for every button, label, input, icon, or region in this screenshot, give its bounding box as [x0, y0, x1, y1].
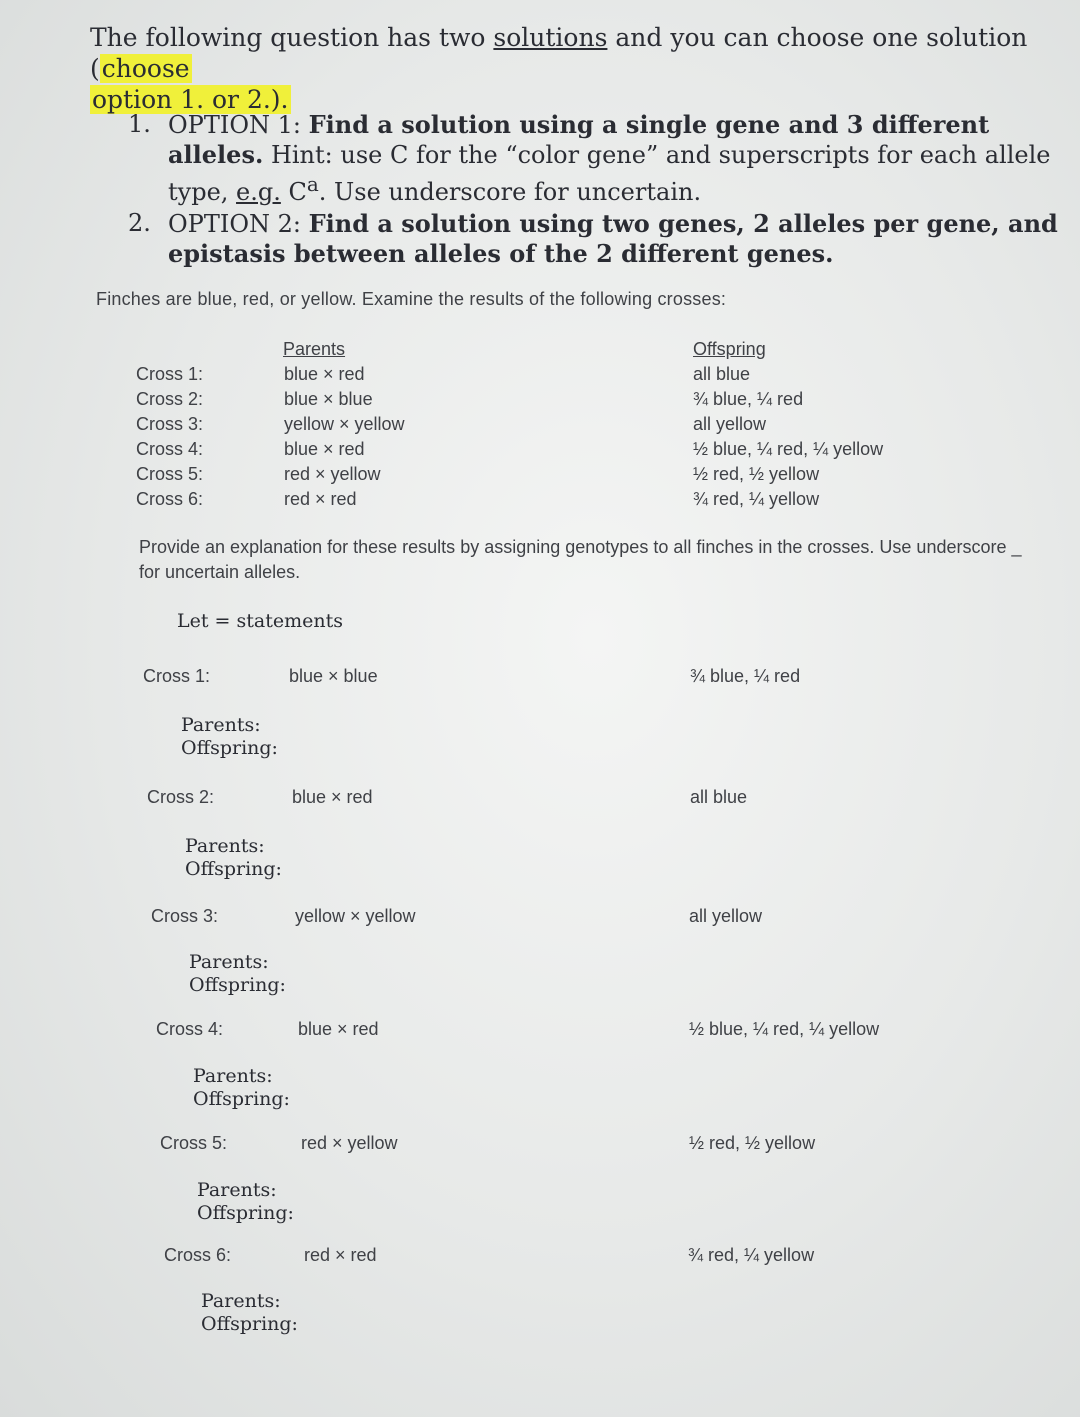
- offspring-field[interactable]: Offspring:: [197, 1202, 294, 1224]
- answer-cross-1-parents: blue × blue: [289, 666, 378, 686]
- cross-table-label: Cross 5:: [136, 464, 204, 484]
- option-1-rest2: C: [280, 178, 307, 206]
- option-1-number: 1.: [128, 110, 151, 138]
- cross-table-label: Cross 6:: [136, 489, 204, 509]
- answer-cross-6-label: Cross 6:: [164, 1245, 232, 1265]
- cross-table-parents-cell: blue × red: [284, 439, 365, 459]
- cross-table-parents-cell: red × yellow: [284, 464, 381, 484]
- answer-cross-2-parents: blue × red: [292, 787, 373, 807]
- option-2: [128, 209, 1058, 269]
- offspring-field[interactable]: Offspring:: [189, 974, 286, 996]
- option-1-rest3: . Use underscore for uncertain.: [318, 178, 702, 206]
- answer-cross-2-offspring: all blue: [690, 787, 748, 807]
- answer-cross-4-parents: blue × red: [298, 1019, 379, 1039]
- cross-table-label: Cross 2:: [136, 389, 204, 409]
- parents-field[interactable]: Parents:: [189, 951, 269, 973]
- option-1-bold: Find a solution using a single gene and 3 different alleles.: [168, 110, 990, 169]
- answer-cross-3-offspring: all yellow: [689, 906, 763, 926]
- answer-cross-5-label: Cross 5:: [160, 1133, 228, 1153]
- offspring-field[interactable]: Offspring:: [193, 1088, 290, 1110]
- parents-field[interactable]: Parents:: [193, 1065, 273, 1087]
- answer-cross-3-label: Cross 3:: [151, 906, 219, 926]
- offspring-field[interactable]: Offspring:: [185, 858, 282, 880]
- cross-table-label: Cross 4:: [136, 439, 204, 459]
- option-2-number: 2.: [128, 209, 151, 237]
- option-2-lead: OPTION 2:: [168, 210, 309, 238]
- answer-cross-6-offspring: ¾ red, ¼ yellow: [688, 1245, 815, 1265]
- answer-cross-3-fields: [189, 951, 286, 997]
- option-2-bold: Find a solution using two genes, 2 alleles per gene, and epistasis between alleles of the 2 different genes.: [168, 209, 1058, 268]
- answer-cross-1-offspring: ¾ blue, ¼ red: [690, 666, 801, 686]
- answer-cross-5-parents: red × yellow: [301, 1133, 398, 1153]
- option-1-lead: OPTION 1:: [168, 111, 309, 139]
- cross-table-parents: [284, 362, 405, 512]
- options-list: [128, 110, 1058, 271]
- answer-cross-6-fields: [201, 1290, 298, 1336]
- cross-table-labels: [136, 362, 203, 512]
- cross-table-offspring-cell: all yellow: [693, 414, 767, 434]
- finches-statement: Finches are blue, red, or yellow. Examine the results of the following crosses:: [96, 289, 727, 309]
- parents-header: Parents: [283, 339, 346, 359]
- parents-field[interactable]: Parents:: [181, 714, 261, 736]
- answer-cross-2-label: Cross 2:: [147, 787, 215, 807]
- offspring-header: Offspring: [693, 339, 766, 359]
- parents-field[interactable]: Parents:: [197, 1179, 277, 1201]
- option-1-superscript: a: [306, 172, 319, 196]
- option-1-rest1: Hint: use C for the “color gene” and superscripts for each allele type,: [168, 141, 1051, 206]
- answer-cross-6-parents: red × red: [304, 1245, 377, 1265]
- answer-cross-4-fields: [193, 1065, 290, 1111]
- offspring-field[interactable]: Offspring:: [181, 737, 278, 759]
- instructions-text: Provide an explanation for these results by assigning genotypes to all finches in the crosses. Use underscore _ for uncertain alleles.: [139, 537, 1022, 582]
- cross-table-parents-cell: blue × red: [284, 364, 365, 384]
- answer-cross-5-fields: [197, 1179, 294, 1225]
- intro-highlight-1: choose: [101, 54, 190, 83]
- option-1-eg: e.g.: [236, 178, 281, 206]
- answer-cross-1-label: Cross 1:: [143, 666, 211, 686]
- answer-cross-4-offspring: ½ blue, ¼ red, ¼ yellow: [689, 1019, 880, 1039]
- intro-text-1: The following question has two: [90, 23, 494, 52]
- parents-field[interactable]: Parents:: [201, 1290, 281, 1312]
- cross-table-offspring-cell: ½ blue, ¼ red, ¼ yellow: [693, 439, 884, 459]
- cross-table-parents-cell: blue × blue: [284, 389, 373, 409]
- answer-cross-4-label: Cross 4:: [156, 1019, 224, 1039]
- answer-cross-3-parents: yellow × yellow: [295, 906, 416, 926]
- cross-table-parents-cell: yellow × yellow: [284, 414, 405, 434]
- parents-field[interactable]: Parents:: [185, 835, 265, 857]
- cross-table-offspring-cell: ¾ red, ¼ yellow: [693, 489, 820, 509]
- option-1: [128, 110, 1058, 207]
- answer-cross-1-fields: [181, 714, 278, 760]
- answer-cross-5-offspring: ½ red, ½ yellow: [689, 1133, 816, 1153]
- cross-table-label: Cross 3:: [136, 414, 204, 434]
- intro-text-2: and you can choose one solution (: [90, 23, 1028, 83]
- cross-table-offspring-cell: ¾ blue, ¼ red: [693, 389, 804, 409]
- cross-table-parents-cell: red × red: [284, 489, 357, 509]
- intro-highlight-2: option 1. or 2.).: [92, 85, 289, 114]
- offspring-field[interactable]: Offspring:: [201, 1313, 298, 1335]
- intro-solutions-link: solutions: [493, 23, 608, 52]
- cross-table-label: Cross 1:: [136, 364, 204, 384]
- answer-cross-2-fields: [185, 835, 282, 881]
- cross-table-offspring-cell: ½ red, ½ yellow: [693, 464, 820, 484]
- cross-table-offspring-cell: all blue: [693, 364, 751, 384]
- let-statements-prompt: Let = statements: [177, 610, 343, 632]
- intro-paragraph: [90, 22, 1040, 115]
- cross-table-offspring: [693, 362, 883, 512]
